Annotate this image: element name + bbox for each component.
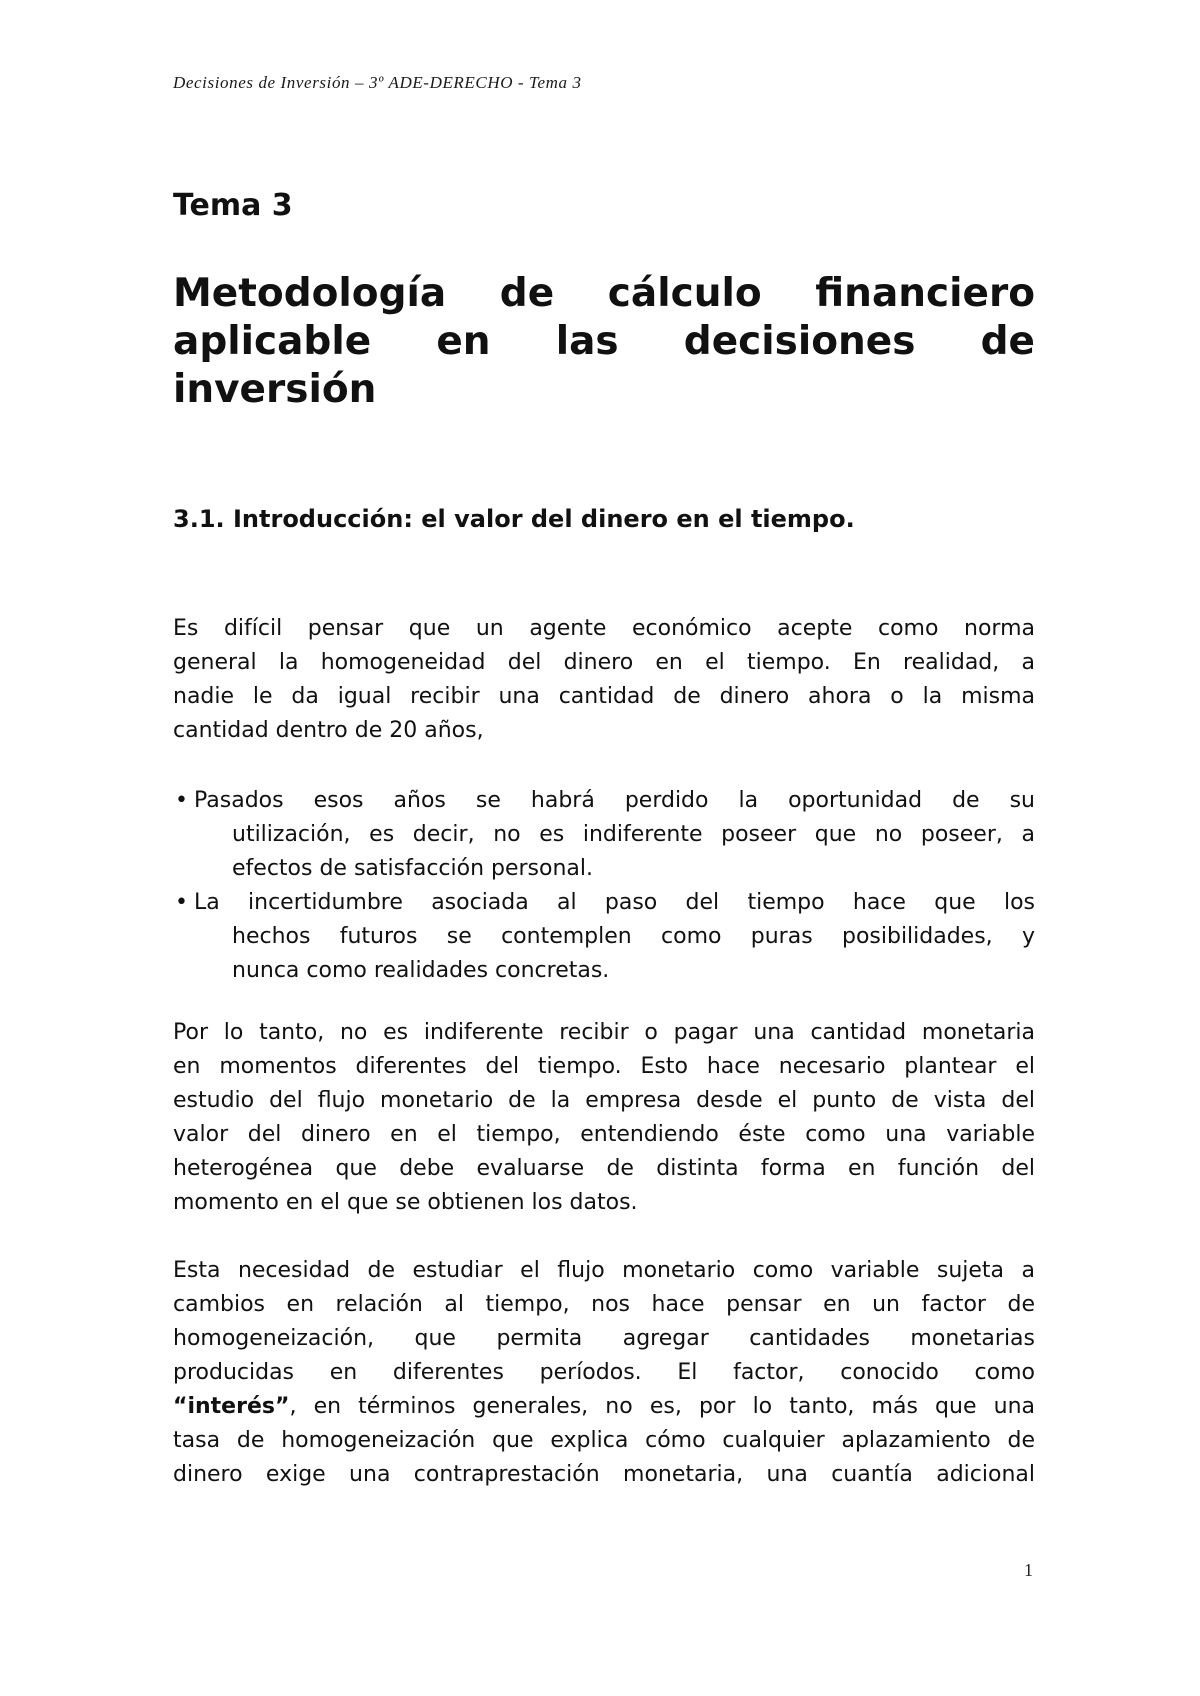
paragraph-line: heterogénea que debe evaluarse de distinta forma en función del bbox=[173, 1156, 1035, 1181]
chapter-label: Tema 3 bbox=[173, 188, 293, 223]
bullet-text: La incertidumbre asociada al paso del tiempo hace que los bbox=[194, 890, 1035, 915]
bullet-line: nunca como realidades concretas. bbox=[232, 958, 610, 983]
paragraph-line: estudio del flujo monetario de la empresa desde el punto de vista del bbox=[173, 1088, 1035, 1113]
paragraph-line: cantidad dentro de 20 años, bbox=[173, 718, 484, 743]
bullet-line bbox=[175, 784, 1035, 818]
page-number: 1 bbox=[1024, 1560, 1033, 1580]
paragraph-line: valor del dinero en el tiempo, entendiendo éste como una variable bbox=[173, 1122, 1035, 1147]
bullet-line: efectos de satisfacción personal. bbox=[232, 856, 594, 881]
paragraph-line: cambios en relación al tiempo, nos hace pensar en un factor de bbox=[173, 1292, 1035, 1317]
bullet-list bbox=[173, 784, 1035, 988]
paragraph-line-rest: , en términos generales, no es, por lo tanto, más que una bbox=[289, 1394, 1035, 1419]
chapter-title bbox=[173, 270, 1035, 414]
running-header: Decisiones de Inversión – 3º ADE-DERECHO - Tema 3 bbox=[173, 73, 582, 92]
bullet-line: utilización, es decir, no es indiferente poseer que no poseer, a bbox=[232, 822, 1035, 847]
paragraph-line: nadie le da igual recibir una cantidad de dinero ahora o la misma bbox=[173, 684, 1035, 709]
bullet-text: Pasados esos años se habrá perdido la oportunidad de su bbox=[194, 788, 1035, 813]
bold-term-interes: “interés” bbox=[173, 1394, 290, 1419]
bullet-item bbox=[173, 784, 1035, 886]
paragraph-line: Es difícil pensar que un agente económico acepte como norma bbox=[173, 616, 1035, 641]
section-title: 3.1. Introducción: el valor del dinero en el tiempo. bbox=[173, 505, 855, 533]
paragraph-line bbox=[173, 1390, 1035, 1424]
paragraph-line: en momentos diferentes del tiempo. Esto hace necesario plantear el bbox=[173, 1054, 1035, 1079]
paragraph-line: Por lo tanto, no es indiferente recibir o pagar una cantidad monetaria bbox=[173, 1020, 1035, 1045]
paragraph-line: tasa de homogeneización que explica cómo cualquier aplazamiento de bbox=[173, 1428, 1035, 1453]
bullet-line bbox=[175, 886, 1035, 920]
paragraph-line: general la homogeneidad del dinero en el tiempo. En realidad, a bbox=[173, 650, 1035, 675]
bullet-line: hechos futuros se contemplen como puras posibilidades, y bbox=[232, 924, 1035, 949]
paragraph-interest bbox=[173, 1254, 1035, 1492]
chapter-title-line: inversión bbox=[173, 367, 377, 412]
bullet-dot-icon: • bbox=[175, 890, 188, 915]
paragraph-intro bbox=[173, 612, 1035, 748]
chapter-title-line: Metodología de cálculo financiero bbox=[173, 271, 1035, 316]
paragraph-line: homogeneización, que permita agregar cantidades monetarias bbox=[173, 1326, 1035, 1351]
paragraph-line: Esta necesidad de estudiar el flujo monetario como variable sujeta a bbox=[173, 1258, 1035, 1283]
paragraph-line: momento en el que se obtienen los datos. bbox=[173, 1190, 638, 1215]
paragraph-line: dinero exige una contraprestación monetaria, una cuantía adicional bbox=[173, 1462, 1035, 1487]
bullet-item bbox=[173, 886, 1035, 988]
paragraph-consequence bbox=[173, 1016, 1035, 1220]
bullet-dot-icon: • bbox=[175, 788, 188, 813]
chapter-title-line: aplicable en las decisiones de bbox=[173, 319, 1035, 364]
paragraph-line: producidas en diferentes períodos. El factor, conocido como bbox=[173, 1360, 1035, 1385]
